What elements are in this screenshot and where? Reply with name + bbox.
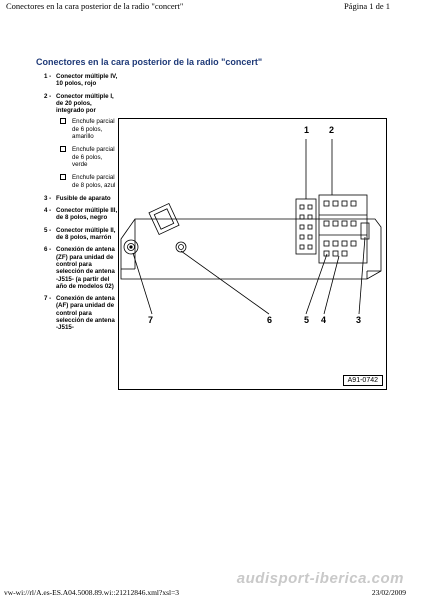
page-header (0, 0, 424, 12)
square-bullet-icon (60, 118, 66, 124)
callout-7: 7 (148, 315, 154, 325)
square-bullet-icon (60, 174, 66, 180)
legend-item: 7 - Conexión de antena (AF) para unidad de control para selección de antena -J515- (44, 295, 115, 332)
leader-line-6 (181, 251, 269, 314)
antenna-zf-connector (176, 242, 186, 252)
callout-6: 6 (267, 315, 273, 325)
radio-rear-drawing (119, 119, 388, 391)
leader-line-4 (324, 256, 339, 314)
connector-2-pins (324, 201, 356, 256)
legend-list (44, 73, 118, 337)
callout-2: 2 (329, 125, 335, 135)
document-title: Conectores en la cara posterior de la radio "concert" (36, 57, 263, 67)
legend-item: 3 - Fusible de aparato (44, 194, 111, 202)
legend-item: 4 - Conector múltiple III, de 8 polos, negro (44, 207, 118, 222)
legend-item: 1 - Conector múltiple IV, 10 polos, rojo (44, 73, 118, 88)
legend-subitem: Enchufe parcial de 6 polos, verde (60, 146, 118, 168)
radio-connector-diagram (118, 118, 387, 390)
connector-2-block (319, 195, 367, 263)
legend-item: 6 - Conexión de antena (ZF) para unidad de control para selección de antena -J515- (a partir del año de modelos 02) (44, 246, 115, 290)
legend-item: 5 - Conector múltiple II, de 8 polos, marrón (44, 226, 116, 242)
legend-subitem: Enchufe parcial de 6 polos, amarillo (60, 118, 118, 140)
fuse (361, 223, 369, 239)
square-bullet-icon (60, 146, 66, 152)
leader-line-3 (359, 237, 365, 314)
page-footer (0, 586, 424, 600)
header-title: Conectores en la cara posterior de la radio "concert" (6, 1, 184, 11)
legend-item: 2 - Conector múltiple I, de 20 polos, integrado por Enchufe parcial de 6 polos, amarillo Enchufe parcial de 6 polos, verde Enchufe parcial de 8 polos, azul (44, 93, 118, 189)
footer-url: vw-wi://rl/A.es-ES.A04.5008.89.wi::21212846.xml?xsl=3 (4, 588, 180, 597)
callout-1: 1 (304, 125, 310, 135)
callout-3: 3 (356, 315, 362, 325)
leader-line-5 (306, 254, 327, 314)
page-number: Página 1 de 1 (343, 1, 390, 11)
legend-subitem: Enchufe parcial de 8 polos, azul (60, 174, 118, 189)
watermark: audisport-iberica.com (236, 570, 404, 587)
connector-1-block (296, 199, 316, 254)
footer-date: 23/02/2009 (371, 588, 406, 597)
figure-reference: A91-0742 (343, 375, 383, 386)
connector-1-pins (300, 205, 312, 249)
callout-4: 4 (321, 315, 327, 325)
radio-chassis (121, 219, 381, 279)
leader-line-7 (133, 253, 152, 314)
callout-5: 5 (304, 315, 310, 325)
